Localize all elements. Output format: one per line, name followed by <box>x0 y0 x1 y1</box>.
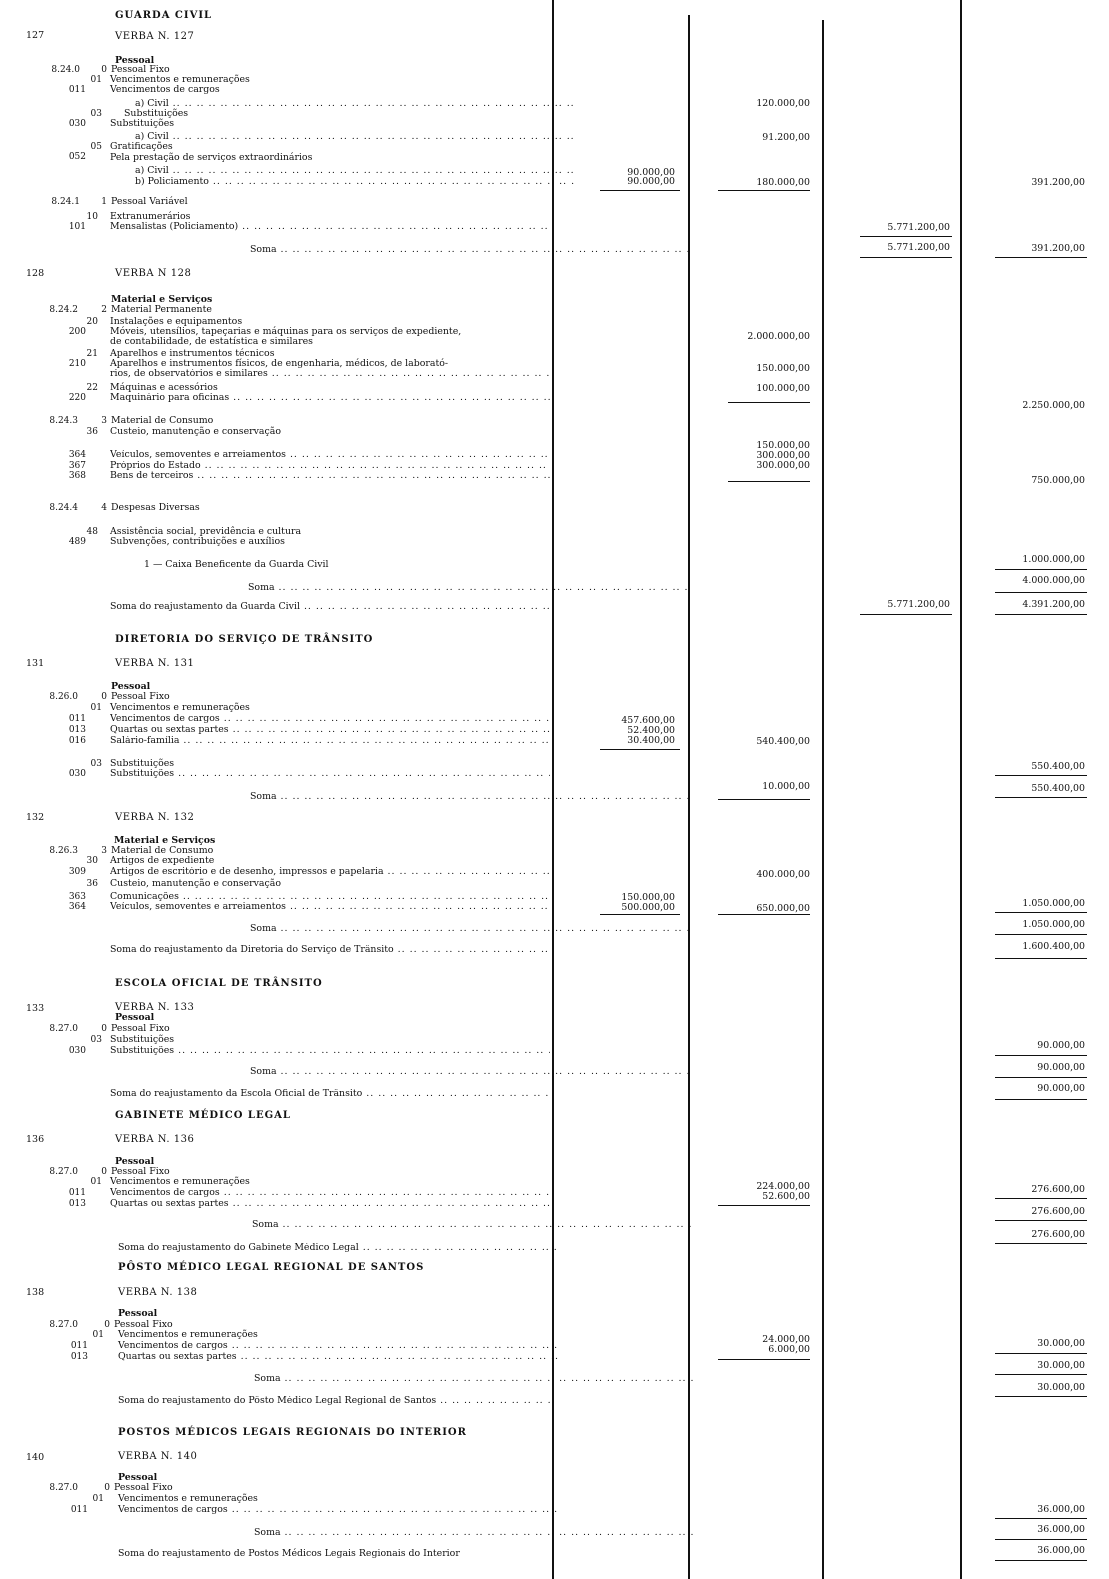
label: Substituições <box>124 108 189 119</box>
value: 2.250.000,00 <box>1022 400 1085 411</box>
soma-row <box>110 1396 558 1406</box>
rule <box>995 569 1087 570</box>
verba-title: VERBA N. 131 <box>115 658 195 669</box>
rule <box>718 1205 810 1206</box>
code: 101 <box>68 222 86 232</box>
soma-label: Soma do reajustamento do Pôsto Médico Legal Regional de Santos <box>118 1396 437 1406</box>
code: 367 <box>68 461 86 471</box>
value: 1.000.000,00 <box>1022 554 1085 565</box>
item-row <box>110 166 575 176</box>
label: Pessoal Fixo <box>114 1482 173 1493</box>
soma-row <box>110 245 690 255</box>
soma-label: Soma <box>254 1528 281 1538</box>
item-row <box>110 393 550 403</box>
item-label: Veículos, semoventes e arreiamentos <box>110 902 286 912</box>
verba-number: 127 <box>26 30 45 41</box>
item-row <box>110 725 550 735</box>
label: Material e Serviços <box>111 294 213 305</box>
item-label: Vencimentos de cargos <box>118 1505 228 1515</box>
item-row <box>110 1199 550 1209</box>
label: 1 — Caixa Beneficente da Guarda Civil <box>144 559 329 570</box>
label: Vencimentos de cargos <box>110 84 220 95</box>
label: Substituições <box>110 1034 175 1045</box>
code: 016 <box>68 736 86 746</box>
value: 540.400,00 <box>756 736 810 747</box>
soma-row <box>110 602 550 612</box>
code: 013 <box>68 1199 86 1209</box>
label: Pessoal <box>115 1156 155 1167</box>
code: 10 <box>86 212 98 222</box>
label: Custeio, manutenção e conservação <box>110 878 281 889</box>
soma-row <box>110 1089 550 1099</box>
code: 013 <box>68 725 86 735</box>
value: 4.000.000,00 <box>1022 575 1085 586</box>
item-row <box>110 177 575 187</box>
label: Vencimentos e remunerações <box>110 702 250 713</box>
rule <box>995 257 1087 258</box>
value: 30.000,00 <box>1037 1382 1085 1393</box>
item-row <box>110 1188 550 1198</box>
item-label: Comunicações <box>110 892 179 902</box>
item-label: Salário-família <box>110 736 180 746</box>
rule <box>995 1099 1087 1100</box>
value: 6.000,00 <box>768 1344 810 1355</box>
item-label: Próprios do Estado <box>110 461 201 471</box>
code: 22 <box>86 383 98 393</box>
value: 100.000,00 <box>756 383 810 394</box>
section-title: POSTOS MÉDICOS LEGAIS REGIONAIS DO INTERIOR <box>118 1427 467 1438</box>
value: 30.400,00 <box>627 735 675 746</box>
code: 0 <box>101 1024 107 1034</box>
section-title: DIRETORIA DO SERVIÇO DE TRÂNSITO <box>115 634 374 645</box>
item-label: b) Policiamento <box>135 177 209 187</box>
soma-label: Soma do reajustamento da Guarda Civil <box>110 602 300 612</box>
verba-number: 138 <box>26 1287 45 1298</box>
soma-row <box>110 1067 690 1077</box>
label: Vencimentos e remunerações <box>110 74 250 85</box>
label: Instalações e equipamentos <box>110 316 243 327</box>
label: Substituições <box>110 758 175 769</box>
value: 300.000,00 <box>756 460 810 471</box>
value: 150.000,00 <box>756 440 810 451</box>
label: Pessoal <box>115 1012 155 1023</box>
label: Despesas Diversas <box>111 502 200 513</box>
code: 21 <box>86 349 98 359</box>
soma-label: Soma do reajustamento do Gabinete Médico Legal <box>118 1243 359 1253</box>
code: 3 <box>101 846 107 856</box>
rule <box>995 1243 1087 1244</box>
soma-row <box>110 792 690 802</box>
rule <box>600 190 680 191</box>
section-title: ESCOLA OFICIAL DE TRÂNSITO <box>115 978 323 989</box>
soma-row <box>110 583 688 593</box>
item-label: rios, de observatórios e similares <box>110 369 268 379</box>
section-title: PÔSTO MÉDICO LEGAL REGIONAL DE SANTOS <box>118 1262 425 1273</box>
rule <box>718 1359 810 1360</box>
rule <box>995 1077 1087 1078</box>
item-label: a) Civil <box>135 166 169 176</box>
value: 30.000,00 <box>1037 1360 1085 1371</box>
code: 220 <box>68 393 86 403</box>
item-label: Bens de terceiros <box>110 471 194 481</box>
value: 36.000,00 <box>1037 1504 1085 1515</box>
label: Pessoal Fixo <box>111 691 170 702</box>
label: Gratificações <box>110 141 173 152</box>
code: 01 <box>90 703 102 713</box>
verba-title: VERBA N. 127 <box>115 31 195 42</box>
item-label: Mensalistas (Policiamento) <box>110 222 239 232</box>
code: 8.24.3 <box>49 416 78 426</box>
code: 364 <box>68 450 86 460</box>
label: Substituições <box>110 118 175 129</box>
verba-title: VERBA N. 132 <box>115 812 195 823</box>
soma-row <box>110 1374 694 1384</box>
rule <box>600 914 680 915</box>
rule <box>728 481 810 482</box>
section-title: GUARDA CIVIL <box>115 10 213 21</box>
value: 30.000,00 <box>1037 1338 1085 1349</box>
value: 150.000,00 <box>621 892 675 903</box>
label: Pessoal Variável <box>111 196 188 207</box>
label: Aparelhos e instrumentos físicos, de engenharia, médicos, de laborató- <box>110 358 449 369</box>
value: 276.600,00 <box>1031 1229 1085 1240</box>
item-label: Quartas ou sextas partes <box>110 725 229 735</box>
value: 457.600,00 <box>621 715 675 726</box>
value: 1.050.000,00 <box>1022 919 1085 930</box>
code: 200 <box>68 327 86 337</box>
label: Pessoal <box>118 1308 158 1319</box>
rule <box>995 1396 1087 1397</box>
verba-number: 131 <box>26 658 45 669</box>
value: 90.000,00 <box>1037 1083 1085 1094</box>
soma-label: Soma <box>254 1374 281 1384</box>
soma-label: Soma <box>252 1220 279 1230</box>
value: 52.400,00 <box>627 725 675 736</box>
item-label: Vencimentos de cargos <box>110 1188 220 1198</box>
value: 276.600,00 <box>1031 1206 1085 1217</box>
label-pessoal: Pessoal <box>115 55 155 66</box>
item-label: Artigos de escritório e de desenho, impressos e papelaria <box>110 867 384 877</box>
soma-label: Soma <box>248 583 275 593</box>
code: 0 <box>101 65 107 75</box>
code: 030 <box>68 769 86 779</box>
rule <box>995 1374 1087 1375</box>
value: 5.771.200,00 <box>887 242 950 253</box>
verba-title: VERBA N. 136 <box>115 1134 195 1145</box>
code: 8.24.2 <box>49 305 78 315</box>
value: 391.200,00 <box>1031 243 1085 254</box>
value: 36.000,00 <box>1037 1545 1085 1556</box>
code: 052 <box>68 152 86 162</box>
item-row <box>110 1046 550 1056</box>
rule <box>860 236 952 237</box>
code: 030 <box>68 119 86 129</box>
label: Material de Consumo <box>111 415 214 426</box>
soma-label: Soma <box>250 792 277 802</box>
rule <box>995 1560 1087 1561</box>
item-label: Vencimentos de cargos <box>118 1341 228 1351</box>
code: 0 <box>101 692 107 702</box>
label: Pessoal Fixo <box>111 1166 170 1177</box>
value: 90.000,00 <box>627 167 675 178</box>
label: Pessoal Fixo <box>111 1023 170 1034</box>
verba-number: 133 <box>26 1003 45 1014</box>
verba-title: VERBA N 128 <box>115 268 192 279</box>
label: Assistência social, previdência e cultura <box>110 526 302 537</box>
rule <box>995 958 1087 959</box>
value: 120.000,00 <box>756 98 810 109</box>
code: 20 <box>86 317 98 327</box>
code: 8.24.4 <box>49 503 78 513</box>
code: 8.26.0 <box>49 692 78 702</box>
value: 36.000,00 <box>1037 1524 1085 1535</box>
value: 10.000,00 <box>762 781 810 792</box>
item-row <box>110 892 550 902</box>
code: 011 <box>70 1341 88 1351</box>
value: 91.200,00 <box>762 132 810 143</box>
value: 400.000,00 <box>756 869 810 880</box>
code: 3 <box>101 416 107 426</box>
rule <box>995 592 1087 593</box>
code: 1 <box>101 197 107 207</box>
rule <box>718 799 810 800</box>
value: 224.000,00 <box>756 1181 810 1192</box>
code: 8.24.1 <box>51 197 80 207</box>
item-label: Maquinário para oficinas <box>110 393 230 403</box>
value: 391.200,00 <box>1031 177 1085 188</box>
label: Pessoal Fixo <box>111 64 170 75</box>
value: 300.000,00 <box>756 450 810 461</box>
soma-label: Soma <box>250 924 277 934</box>
item-row <box>110 1505 558 1515</box>
item-row <box>110 736 550 746</box>
soma-label: Soma <box>250 1067 277 1077</box>
label: Subvenções, contribuições e auxílios <box>110 536 285 547</box>
code: 36 <box>86 879 98 889</box>
rule <box>728 402 810 403</box>
value: 1.600.400,00 <box>1022 941 1085 952</box>
item-row <box>110 714 550 724</box>
item-row <box>110 471 550 481</box>
value: 5.771.200,00 <box>887 222 950 233</box>
verba-number: 136 <box>26 1134 45 1145</box>
soma-label: Soma do reajustamento da Diretoria do Serviço de Trânsito <box>110 945 394 955</box>
rule <box>995 912 1087 913</box>
code: 8.27.0 <box>49 1167 78 1177</box>
value: 750.000,00 <box>1031 475 1085 486</box>
code: 363 <box>68 892 86 902</box>
value: 276.600,00 <box>1031 1184 1085 1195</box>
soma-label: Soma do reajustamento de Postos Médicos Legais Regionais do Interior <box>118 1548 460 1559</box>
code: 030 <box>68 1046 86 1056</box>
item-row <box>110 222 550 232</box>
label: Custeio, manutenção e conservação <box>110 426 281 437</box>
code: 011 <box>70 1505 88 1515</box>
rule <box>995 1055 1087 1056</box>
label: Vencimentos e remunerações <box>110 1176 250 1187</box>
soma-row <box>110 1220 692 1230</box>
soma-row <box>110 1528 694 1538</box>
item-row <box>110 902 550 912</box>
code: 36 <box>86 427 98 437</box>
value: 150.000,00 <box>756 363 810 374</box>
code: 8.27.0 <box>49 1320 78 1330</box>
verba-number: 128 <box>26 268 45 279</box>
value: 24.000,00 <box>762 1334 810 1345</box>
label: Móveis, utensílios, tapeçarias e máquinas para os serviços de expediente, <box>110 326 462 337</box>
code: 210 <box>68 359 86 369</box>
column-rule-4 <box>960 0 962 1579</box>
item-label: Veículos, semoventes e arreiamentos <box>110 450 286 460</box>
label: de contabilidade, de estatística e similares <box>110 336 313 347</box>
item-row <box>110 1341 558 1351</box>
code: 489 <box>68 537 86 547</box>
value: 1.050.000,00 <box>1022 898 1085 909</box>
rule <box>995 797 1087 798</box>
label: Máquinas e acessórios <box>110 382 218 393</box>
verba-number: 132 <box>26 812 45 823</box>
rule <box>718 190 810 191</box>
rule <box>995 614 1087 615</box>
rule <box>995 1518 1087 1519</box>
code: 30 <box>86 856 98 866</box>
label: Material Permanente <box>111 304 212 315</box>
item-row <box>110 867 550 877</box>
item-label: a) Civil <box>135 132 169 142</box>
value: 650.000,00 <box>756 903 810 914</box>
soma-row <box>110 1243 558 1253</box>
item-row <box>110 769 550 779</box>
label: Vencimentos e remunerações <box>118 1493 258 1504</box>
verba-title: VERBA N. 133 <box>115 1002 195 1013</box>
label: Pessoal Fixo <box>114 1319 173 1330</box>
code: 8.26.3 <box>49 846 78 856</box>
rule <box>995 1353 1087 1354</box>
verba-title: VERBA N. 140 <box>118 1451 198 1462</box>
code: 013 <box>70 1352 88 1362</box>
item-row <box>110 132 575 142</box>
code: 03 <box>90 759 102 769</box>
label: Extranumerários <box>110 211 191 222</box>
rule <box>718 914 810 915</box>
code: 01 <box>92 1330 104 1340</box>
rule <box>995 1539 1087 1540</box>
item-row <box>110 450 550 460</box>
item-label: Substituições <box>110 1046 175 1056</box>
rule <box>995 775 1087 776</box>
item-row <box>110 1352 558 1362</box>
section-title: GABINETE MÉDICO LEGAL <box>115 1110 291 1121</box>
value: 500.000,00 <box>621 902 675 913</box>
value: 52.600,00 <box>762 1191 810 1202</box>
value: 180.000,00 <box>756 177 810 188</box>
item-label: Vencimentos de cargos <box>110 714 220 724</box>
value: 90.000,00 <box>1037 1040 1085 1051</box>
code: 4 <box>101 503 107 513</box>
code: 48 <box>86 527 98 537</box>
verba-number: 140 <box>26 1452 45 1463</box>
value: 90.000,00 <box>627 176 675 187</box>
code: 011 <box>68 85 86 95</box>
rule <box>995 1198 1087 1199</box>
code: 8.27.0 <box>49 1483 78 1493</box>
item-label: a) Civil <box>135 99 169 109</box>
value: 5.771.200,00 <box>887 599 950 610</box>
code: 8.27.0 <box>49 1024 78 1034</box>
code: 01 <box>90 1177 102 1187</box>
code: 03 <box>90 1035 102 1045</box>
value: 550.400,00 <box>1031 783 1085 794</box>
rule <box>600 749 680 750</box>
verba-title: VERBA N. 138 <box>118 1287 198 1298</box>
code: 011 <box>68 1188 86 1198</box>
item-row <box>110 369 550 379</box>
rule <box>995 1220 1087 1221</box>
rule <box>860 614 952 615</box>
value: 4.391.200,00 <box>1022 599 1085 610</box>
soma-row <box>110 945 550 955</box>
soma-label: Soma do reajustamento da Escola Oficial de Trânsito <box>110 1089 363 1099</box>
value: 90.000,00 <box>1037 1062 1085 1073</box>
value: 550.400,00 <box>1031 761 1085 772</box>
label: Material de Consumo <box>111 845 214 856</box>
code: 0 <box>104 1483 110 1493</box>
label: Pessoal <box>111 681 151 692</box>
code: 8.24.0 <box>51 65 80 75</box>
item-label: Quartas ou sextas partes <box>110 1199 229 1209</box>
column-rule-3 <box>822 20 824 1579</box>
label: Pela prestação de serviços extraordinários <box>110 152 313 163</box>
code: 05 <box>90 142 102 152</box>
code: 309 <box>68 867 86 877</box>
code: 0 <box>104 1320 110 1330</box>
label: Aparelhos e instrumentos técnicos <box>110 348 275 359</box>
label: Vencimentos e remunerações <box>118 1329 258 1340</box>
rule <box>995 934 1087 935</box>
code: 01 <box>92 1494 104 1504</box>
code: 0 <box>101 1167 107 1177</box>
item-label: Quartas ou sextas partes <box>118 1352 237 1362</box>
item-row <box>110 461 550 471</box>
rule <box>860 257 952 258</box>
code: 2 <box>101 305 107 315</box>
value: 2.000.000,00 <box>747 331 810 342</box>
code: 368 <box>68 471 86 481</box>
soma-label: Soma <box>250 245 277 255</box>
soma-row <box>110 924 690 934</box>
item-label: Substituições <box>110 769 175 779</box>
label: Material e Serviços <box>114 835 216 846</box>
code: 011 <box>68 714 86 724</box>
label: Pessoal <box>118 1472 158 1483</box>
label: Artigos de expediente <box>110 855 215 866</box>
code: 03 <box>90 109 102 119</box>
code: 01 <box>90 75 102 85</box>
code: 364 <box>68 902 86 912</box>
